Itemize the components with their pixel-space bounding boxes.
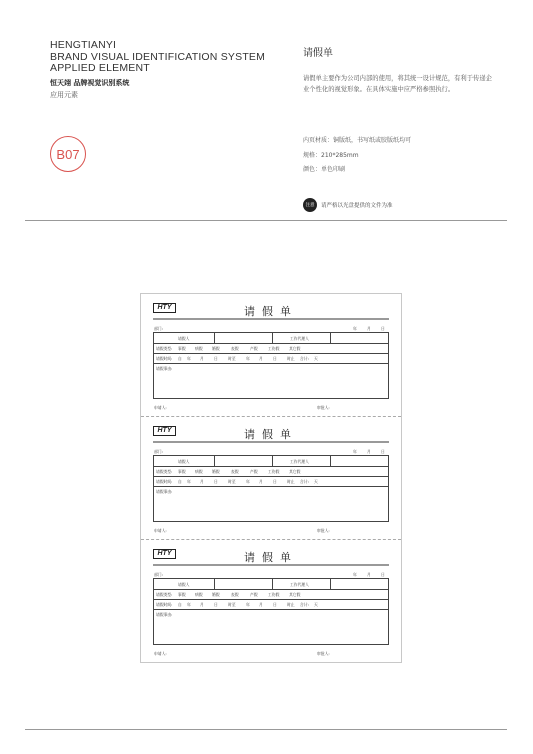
company-logo: HTY xyxy=(153,303,176,313)
leave-type-label: 请假类型: xyxy=(156,346,173,351)
table-divider xyxy=(330,333,331,343)
form-title: 请假单 xyxy=(244,305,298,318)
leave-type-label: 请假类型: xyxy=(156,592,173,597)
section-name-cn: 应用元素 xyxy=(50,90,78,99)
leave-time-unit: 天 xyxy=(314,479,318,484)
leave-time-unit: 时止 xyxy=(287,602,295,607)
leave-time-label: 请假时间: xyxy=(156,479,173,484)
date-year: 年 xyxy=(353,326,357,331)
leave-type-option: 事假 xyxy=(178,592,186,597)
leave-form xyxy=(141,417,401,539)
applicant-label: 请假人 xyxy=(178,336,190,341)
handover-label: 工作代理人 xyxy=(290,459,309,464)
leave-type-option: 产假 xyxy=(250,592,258,597)
dept-label: 部门: xyxy=(154,572,163,577)
date-day: 日 xyxy=(381,572,385,577)
applicant-label: 请假人 xyxy=(178,459,190,464)
leave-time-unit: 日 xyxy=(214,602,218,607)
reason-label: 请假事由: xyxy=(156,366,173,371)
leave-time-unit: 日 xyxy=(214,479,218,484)
leave-type-option: 病假 xyxy=(195,469,203,474)
date-year: 年 xyxy=(353,572,357,577)
spec-color: 颜色：单色印刷 xyxy=(303,166,346,173)
leave-type-option: 工伤假 xyxy=(268,592,280,597)
leave-time-unit: 合计: xyxy=(300,602,309,607)
leave-type-option: 病假 xyxy=(195,346,203,351)
leave-time-unit: 月 xyxy=(200,356,204,361)
form-table xyxy=(153,578,389,645)
dept-label: 部门: xyxy=(154,326,163,331)
brand-name-en: HENGTIANYI xyxy=(50,39,117,51)
leave-time-unit: 时至 xyxy=(228,602,236,607)
leave-time-unit: 日 xyxy=(273,602,277,607)
form-title: 请假单 xyxy=(244,428,298,441)
leave-time-unit: 年 xyxy=(187,602,191,607)
form-title: 请假单 xyxy=(244,551,298,564)
leave-time-unit: 月 xyxy=(200,479,204,484)
title-bar xyxy=(153,564,389,566)
table-rule xyxy=(154,609,388,610)
handover-label: 工作代理人 xyxy=(290,336,309,341)
note xyxy=(303,198,393,212)
leave-type-option: 婚假 xyxy=(212,346,220,351)
leave-time-unit: 年 xyxy=(246,602,250,607)
table-divider xyxy=(330,579,331,589)
header-divider xyxy=(25,220,507,221)
reason-label: 请假事由: xyxy=(156,489,173,494)
leave-type-option: 丧假 xyxy=(231,469,239,474)
applicant-label: 请假人 xyxy=(178,582,190,587)
note-text: 请严格以光盘提供的文件为准 xyxy=(321,203,393,209)
brand-name-cn: 恒天翊 品牌视觉识别系统 xyxy=(50,78,130,87)
leave-type-option: 丧假 xyxy=(231,346,239,351)
dept-label: 部门: xyxy=(154,449,163,454)
leave-time-unit: 自 xyxy=(178,479,182,484)
section-name-en: APPLIED ELEMENT xyxy=(50,62,150,74)
applicant-signature-label: 申请人: xyxy=(154,528,167,533)
applicant-signature-label: 申请人: xyxy=(154,405,167,410)
leave-time-unit: 年 xyxy=(187,356,191,361)
title-bar xyxy=(153,441,389,443)
page-code-badge: B07 xyxy=(50,136,86,172)
table-divider xyxy=(272,579,273,589)
leave-form-sheet xyxy=(140,293,402,663)
brand-header xyxy=(50,40,265,100)
title-bar xyxy=(153,318,389,320)
table-divider xyxy=(214,579,215,589)
system-name-en: BRAND VISUAL IDENTIFICATION SYSTEM xyxy=(50,50,266,63)
table-rule xyxy=(154,476,388,477)
spec-list xyxy=(303,134,411,178)
reason-label: 请假事由: xyxy=(156,612,173,617)
leave-form xyxy=(141,294,401,416)
date-month: 月 xyxy=(367,572,371,577)
leave-type-option: 产假 xyxy=(250,469,258,474)
spec-material: 内页材质：铜版纸，书写纸或胶版纸均可 xyxy=(303,137,412,144)
leave-type-option: 工伤假 xyxy=(268,469,280,474)
leave-time-unit: 日 xyxy=(214,356,218,361)
approver-signature-label: 审批人: xyxy=(317,528,330,533)
leave-time-unit: 合计: xyxy=(300,479,309,484)
description-line-1: 请假单主要作为公司内部的使用，将其统一设计规范，有利于传递企 xyxy=(303,75,492,82)
leave-time-unit: 年 xyxy=(246,479,250,484)
handover-label: 工作代理人 xyxy=(290,582,309,587)
leave-type-option: 事假 xyxy=(178,346,186,351)
date-year: 年 xyxy=(353,449,357,454)
date-day: 日 xyxy=(381,449,385,454)
description-text xyxy=(303,73,513,95)
table-rule xyxy=(154,589,388,590)
document-description xyxy=(303,44,513,95)
table-divider xyxy=(214,456,215,466)
date-month: 月 xyxy=(367,326,371,331)
leave-type-label: 请假类型: xyxy=(156,469,173,474)
leave-type-option: 婚假 xyxy=(212,592,220,597)
leave-time-unit: 年 xyxy=(246,356,250,361)
leave-time-unit: 时止 xyxy=(287,356,295,361)
leave-time-unit: 年 xyxy=(187,479,191,484)
leave-time-unit: 天 xyxy=(314,602,318,607)
table-rule xyxy=(154,343,388,344)
leave-type-option: 其它假 xyxy=(289,592,301,597)
table-divider xyxy=(214,333,215,343)
leave-time-unit: 月 xyxy=(259,602,263,607)
leave-type-option: 工伤假 xyxy=(268,346,280,351)
leave-time-unit: 月 xyxy=(200,602,204,607)
leave-time-unit: 自 xyxy=(178,602,182,607)
leave-time-unit: 日 xyxy=(273,356,277,361)
table-rule xyxy=(154,486,388,487)
approver-signature-label: 审批人: xyxy=(317,405,330,410)
spec-size: 规格：210*285mm xyxy=(303,151,359,159)
company-logo: HTY xyxy=(153,549,176,559)
leave-time-unit: 日 xyxy=(273,479,277,484)
footer-divider xyxy=(25,729,507,730)
company-logo: HTY xyxy=(153,426,176,436)
leave-type-option: 事假 xyxy=(178,469,186,474)
applicant-signature-label: 申请人: xyxy=(154,651,167,656)
leave-type-option: 其它假 xyxy=(289,346,301,351)
leave-time-unit: 时至 xyxy=(228,356,236,361)
table-rule xyxy=(154,466,388,467)
table-rule xyxy=(154,599,388,600)
note-badge: 注意 xyxy=(303,198,317,212)
leave-time-unit: 时止 xyxy=(287,479,295,484)
page-title: 请假单 xyxy=(303,48,333,59)
leave-type-option: 产假 xyxy=(250,346,258,351)
leave-form xyxy=(141,540,401,662)
leave-time-unit: 月 xyxy=(259,479,263,484)
leave-time-unit: 月 xyxy=(259,356,263,361)
leave-type-option: 病假 xyxy=(195,592,203,597)
date-day: 日 xyxy=(381,326,385,331)
leave-time-unit: 自 xyxy=(178,356,182,361)
leave-time-unit: 合计: xyxy=(300,356,309,361)
approver-signature-label: 审批人: xyxy=(317,651,330,656)
table-divider xyxy=(272,333,273,343)
table-divider xyxy=(272,456,273,466)
leave-time-unit: 时至 xyxy=(228,479,236,484)
form-table xyxy=(153,455,389,522)
leave-time-unit: 天 xyxy=(314,356,318,361)
date-month: 月 xyxy=(367,449,371,454)
leave-type-option: 其它假 xyxy=(289,469,301,474)
form-table xyxy=(153,332,389,399)
table-rule xyxy=(154,363,388,364)
table-rule xyxy=(154,353,388,354)
leave-type-option: 丧假 xyxy=(231,592,239,597)
table-divider xyxy=(330,456,331,466)
leave-time-label: 请假时间: xyxy=(156,602,173,607)
leave-time-label: 请假时间: xyxy=(156,356,173,361)
leave-type-option: 婚假 xyxy=(212,469,220,474)
description-line-2: 业个性化的视觉形象。在具体实施中应严格参照执行。 xyxy=(303,86,455,93)
